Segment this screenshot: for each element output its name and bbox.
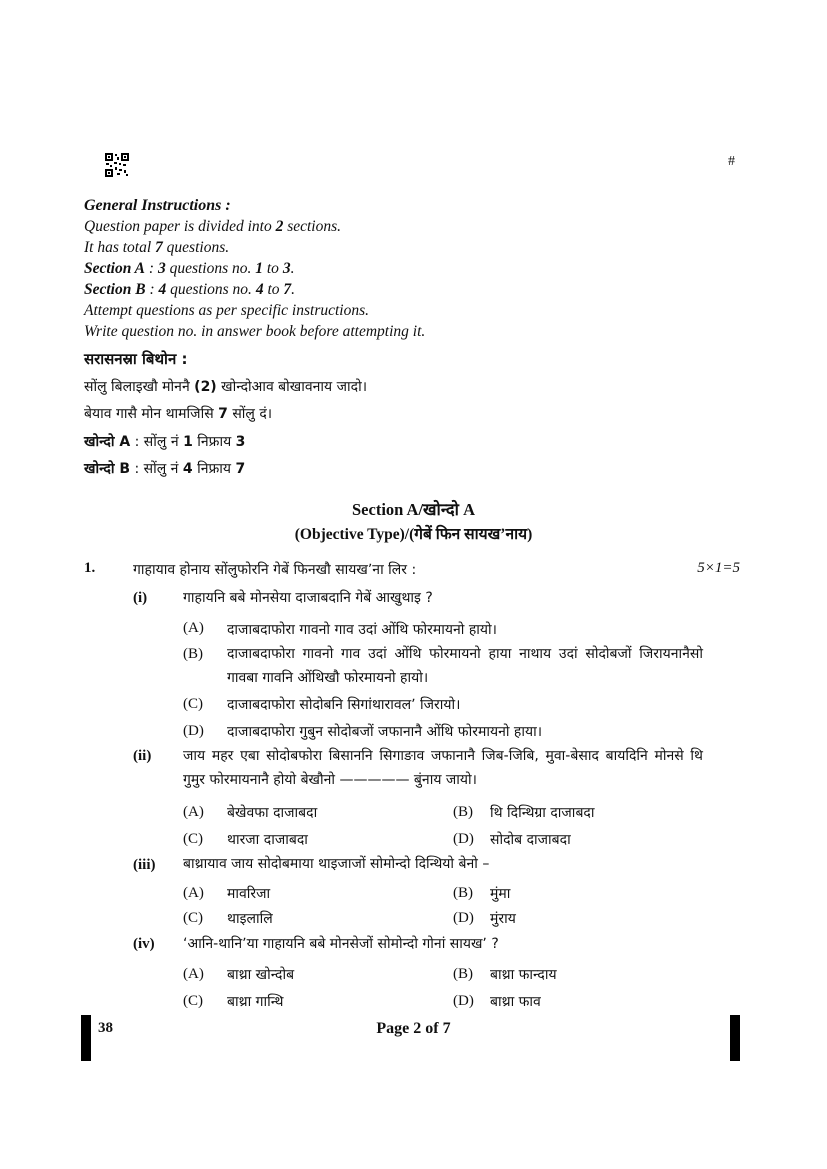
option-label: (D) <box>453 831 474 847</box>
instruction-line: Section B : 4 questions no. 4 to 7. <box>84 281 295 298</box>
option-text: बाथ्रा फाव <box>490 994 541 1010</box>
instruction-line: It has total 7 questions. <box>84 239 230 256</box>
option-label: (D) <box>453 993 474 1009</box>
option-label: (B) <box>453 885 473 901</box>
part-text: बाथ्रायाव जाय सोदोबमाया थाइजाजों सोमोन्दो दिन्थियो बेनो – <box>183 856 490 872</box>
option-text: सोदोब दाजाबदा <box>490 832 571 848</box>
general-instructions-heading: General Instructions : <box>84 197 231 214</box>
part-text: ‘आनि-थानिʼया गाहायनि बबे मोनसेजों सोमोन्दो गोनां सायखʼ ? <box>183 936 499 952</box>
instruction-line: Section A : 3 questions no. 1 to 3. <box>84 260 295 277</box>
option-text: मुंराय <box>490 911 516 927</box>
page-number: Page 2 of 7 <box>376 1020 451 1037</box>
instruction-line: Write question no. in answer book before attempting it. <box>84 323 426 340</box>
option-label: (D) <box>453 910 474 926</box>
option-text: मुंमा <box>490 886 511 902</box>
instruction-line: Question paper is divided into 2 sections. <box>84 218 342 235</box>
option-text: बाथ्रा फान्दाय <box>490 967 557 983</box>
part-text: गाहायनि बबे मोनसेया दाजाबदानि गेबें आखुथाइ ? <box>183 590 433 606</box>
question-marks: 5×1=5 <box>697 560 740 576</box>
option-text: दाजाबदाफोरा सोदोबनि सिगांथारावलʼ जिरायो। <box>227 697 461 713</box>
bodo-instructions-heading: सरासनस्रा बिथोन : <box>84 350 188 368</box>
option-text: थि दिन्थिग्रा दाजाबदा <box>490 805 595 821</box>
option-label: (C) <box>183 696 203 712</box>
section-title: Section A/खोन्दो A <box>352 500 475 519</box>
option-text: दाजाबदाफोरा गुबुन सोदोबजों जफानानै ओंथि फोरमायनो हाया। <box>227 724 543 740</box>
bodo-instruction-line: सोंलु बिलाइखौ मोननै (2) खोन्दोआव बोखावनाय जादो। <box>84 379 368 395</box>
option-label: (D) <box>183 723 204 739</box>
part-label: (iii) <box>133 857 156 873</box>
option-text: दाजाबदाफोरा गावनो गाव उदां ओंथि फोरमायनो हाया नाथाय उदां सोदोबजों जिरायनानैसो गावबा गावनि ओंथिखौ फोरमायनो हायो। <box>227 646 703 686</box>
option-text: मावरिजा <box>227 886 271 902</box>
option-label: (C) <box>183 993 203 1009</box>
part-label: (iv) <box>133 936 155 952</box>
bodo-instruction-line: खोन्दो B : सोंलु नं 4 निफ्राय 7 <box>84 461 246 477</box>
instruction-line: Attempt questions as per specific instructions. <box>84 302 370 319</box>
paper-code: 38 <box>98 1020 113 1036</box>
option-text: दाजाबदाफोरा गावनो गाव उदां ओंथि फोरमायनो हायो। <box>227 622 497 638</box>
bodo-instruction-line: खोन्दो A : सोंलु नं 1 निफ्राय 3 <box>84 434 246 450</box>
part-label: (ii) <box>133 748 152 764</box>
header-hash: # <box>728 154 735 169</box>
part-text: जाय महर एबा सोदोबफोरा बिसाननि सिगाङाव जफानानै जिब-जिबि, मुवा-बेसाद बायदिनि मोनसे थि गुमुर फोरमायनानै होयो बेखौनो ————— बुंनाय जायो। <box>183 748 703 788</box>
option-text: बाथ्रा खोन्दोब <box>227 967 295 983</box>
option-label: (B) <box>183 646 203 662</box>
option-label: (B) <box>453 966 473 982</box>
question-number: 1. <box>84 560 96 576</box>
qr-code-icon <box>105 153 129 177</box>
option-label: (B) <box>453 804 473 820</box>
bodo-instruction-line: बेयाव गासै मोन थामजिसि 7 सोंलु दं। <box>84 406 273 422</box>
option-label: (C) <box>183 910 203 926</box>
option-text: थारजा दाजाबदा <box>227 832 308 848</box>
section-subtitle: (Objective Type)/(गेबें फिन सायखʼनाय) <box>294 526 533 543</box>
option-text: थाइलालि <box>227 911 273 927</box>
part-label: (i) <box>133 590 148 606</box>
option-label: (A) <box>183 804 204 820</box>
option-label: (A) <box>183 966 204 982</box>
option-text: बाथ्रा गान्थि <box>227 994 284 1010</box>
option-label: (C) <box>183 831 203 847</box>
option-label: (A) <box>183 885 204 901</box>
question-text: गाहायाव होनाय सोंलुफोरनि गेबें फिनखौ सायखʼना लिर : <box>133 562 417 578</box>
option-text: बेखेवफा दाजाबदा <box>227 805 318 821</box>
option-label: (A) <box>183 620 204 636</box>
